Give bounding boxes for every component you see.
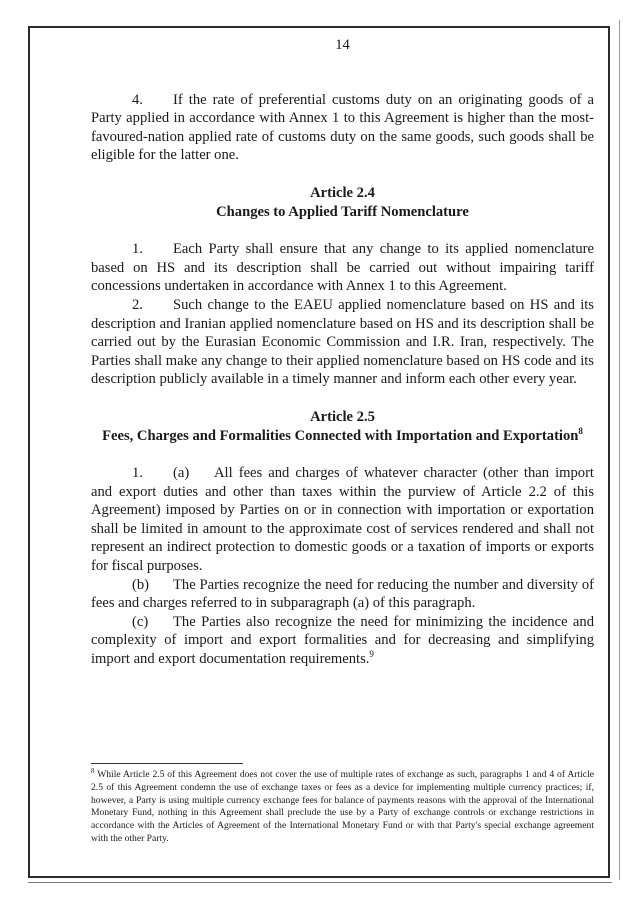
scan-page-edge — [619, 20, 620, 880]
paragraph-text: All fees and charges of whatever character (other than import and export duties and other than taxes within the purview of Article 2.2 of this Agreement) imposed by Parties on or in connection with importation or exportation shall be limited in amount to the approximate cost of services rendered and shall not represent an indirect protection to domestic goods or a taxation of imports or exports for fiscal purposes. — [91, 465, 594, 575]
article-2-5-label: Article 2.5 — [310, 408, 375, 425]
article-2-5-paragraph-1c — [91, 613, 594, 669]
page-number: 14 — [335, 37, 350, 53]
footnote-text: While Article 2.5 of this Agreement does not cover the use of multiple rates of exchange as such, paragraphs 1 and 4 of Article 2.5 of this Agreement condemn the use of exchange taxes or fees as a device for implementing multiple currency practices; if, however, a Party is using multiple currency exchange fees for balance of payments reasons with the approval of the International Monetary Fund, nothing in this Agreement shall preclude the use by a Party of exchange controls or exchange restrictions in accordance with the Articles of Agreement of the International Monetary Fund or with that Party's special exchange agreement with the other Party. — [91, 769, 594, 844]
footnote-ref-9[interactable]: 9 — [369, 649, 374, 660]
article-2-4-title: Changes to Applied Tariff Nomenclature — [216, 203, 469, 220]
subparagraph-label: (b) — [132, 576, 150, 593]
paragraph-text: Such change to the EAEU applied nomenclature based on HS and its description and Iranian applied nomenclature based on HS and its description shall be carried out by the Eurasian Economic Commission and I.R. Iran, respectively. The Parties shall make any change to their applied nomenclature based on HS code and its description publicly available in a timely manner and inform each other every year. — [91, 296, 594, 388]
paragraph-text: The Parties also recognize the need for minimizing the incidence and complexity of import and export formalities and for decreasing and simplifying import and export documentation requirements. — [91, 613, 594, 668]
article-2-4-label: Article 2.4 — [310, 184, 375, 201]
paragraph-number: 1. — [132, 465, 143, 482]
paragraph-number: 2. — [132, 296, 143, 313]
article-2-4-paragraph-1 — [91, 240, 594, 296]
article-2-5-paragraph-1a — [91, 464, 594, 576]
subparagraph-label: (a) — [173, 465, 190, 482]
article-2-4-paragraph-2 — [91, 296, 594, 389]
document-page — [91, 36, 594, 669]
footnote-8 — [91, 766, 594, 846]
paragraph-text: Each Party shall ensure that any change to its applied nomenclature based on HS and its description shall be carried out without impairing tariff concessions undertaken in accordance with Annex 1 to this Agreement. — [91, 241, 594, 295]
paragraph-number: 1. — [132, 241, 143, 258]
subparagraph-label: (c) — [132, 613, 149, 630]
paragraph-text: The Parties recognize the need for reducing the number and diversity of fees and charges referred to in subparagraph (a) of this paragraph. — [91, 576, 594, 612]
paragraph-text: If the rate of preferential customs duty on an originating goods of a Party applied in accordance with Annex 1 to this Agreement is higher than the most-favoured-nation applied rate of customs duty on the same goods, such goods shall be eligible for the latter one. — [91, 91, 594, 164]
article-2-5-title — [91, 427, 594, 446]
paragraph-number: 4. — [132, 91, 143, 108]
article-title-text: Fees, Charges and Formalities Connected with Importation and Exportation — [102, 427, 579, 444]
article-2-5-paragraph-1b — [91, 576, 594, 613]
footnote-marker: 8 — [91, 766, 95, 775]
scan-border-bottom-line — [28, 882, 612, 883]
footnote-separator — [91, 763, 243, 764]
paragraph-4 — [91, 91, 594, 165]
footnote-ref-8[interactable]: 8 — [578, 425, 583, 436]
